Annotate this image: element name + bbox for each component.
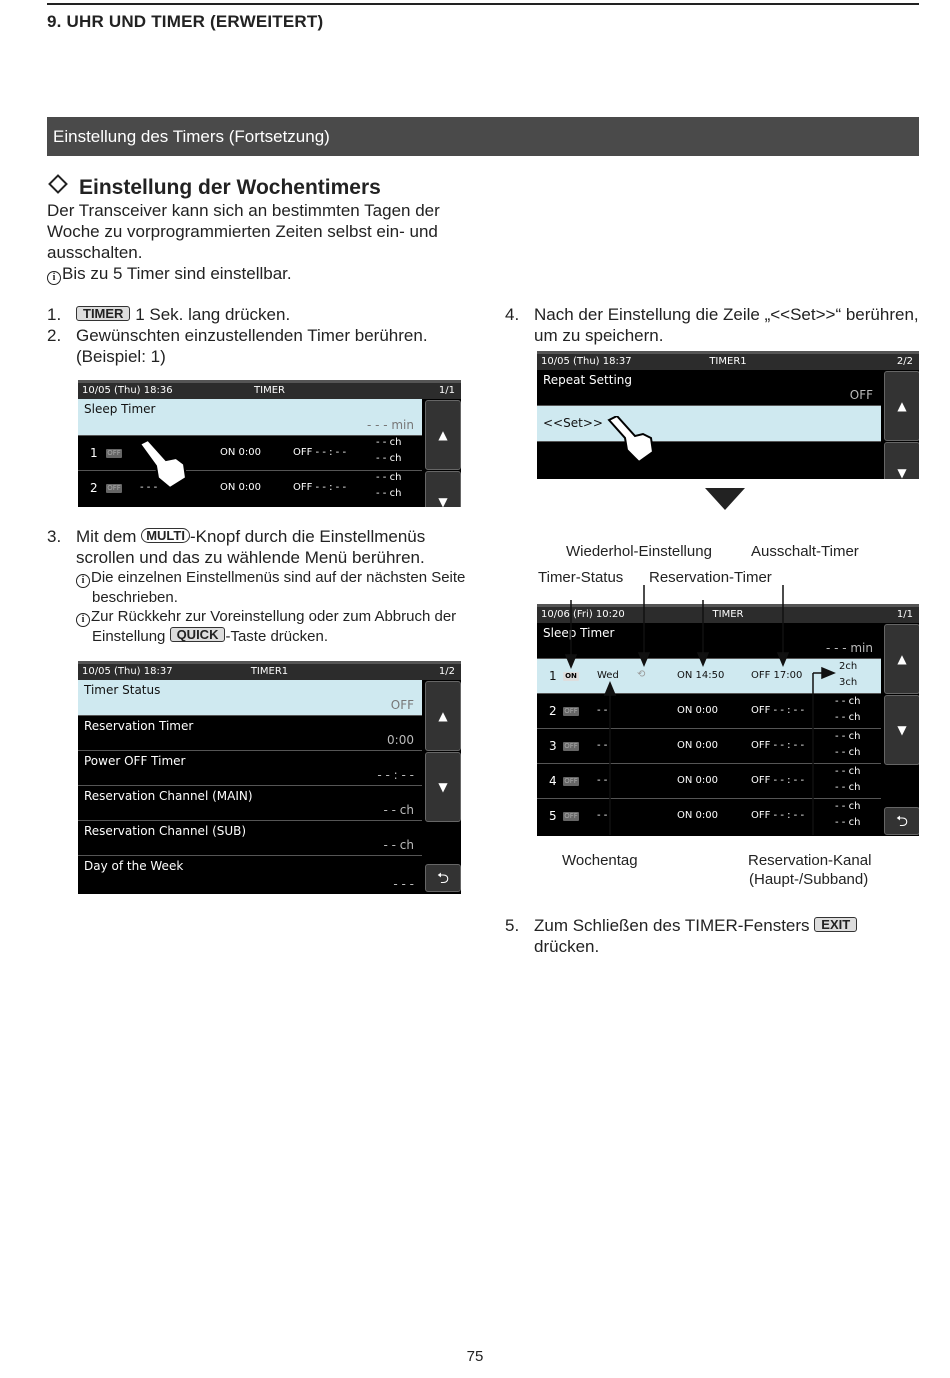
- row-value: OFF: [849, 388, 873, 402]
- on-time: ON 0:00: [677, 740, 718, 751]
- menu-item-channel-main[interactable]: [78, 786, 422, 821]
- weekday: Wed: [597, 670, 619, 681]
- repeat-icon: ⟲: [637, 669, 646, 680]
- info-icon: i: [76, 613, 90, 627]
- step-number: 3.: [47, 527, 62, 546]
- page-indicator: 2/2: [896, 356, 913, 367]
- off-time: OFF - - : - -: [751, 810, 805, 821]
- chapter-title: 9. UHR UND TIMER (ERWEITERT): [47, 12, 324, 31]
- repeat-setting-row[interactable]: [537, 370, 881, 406]
- info-line: [47, 263, 467, 285]
- on-time: ON 14:50: [677, 670, 725, 681]
- main-channel: - - ch: [835, 766, 861, 777]
- status-bar: [78, 383, 461, 399]
- scroll-up-button[interactable]: ▲: [425, 400, 461, 470]
- row-label: Sleep Timer: [543, 626, 615, 640]
- status-bar: [537, 354, 919, 370]
- status-badge: OFF: [564, 742, 578, 750]
- page-indicator: 1/2: [438, 666, 455, 677]
- timer-row-2[interactable]: [78, 471, 422, 507]
- step-3: [47, 526, 467, 568]
- next-arrow-icon: [705, 488, 745, 510]
- status-bar: [78, 664, 461, 680]
- info-icon: i: [47, 271, 61, 285]
- label-reservation-timer: Reservation-Timer: [649, 569, 772, 586]
- off-time: OFF - - : - -: [293, 482, 347, 493]
- sub-channel: - - ch: [835, 712, 861, 723]
- back-button[interactable]: [884, 807, 919, 835]
- step-1: [47, 304, 457, 325]
- menu-item-power-off-timer[interactable]: [78, 751, 422, 786]
- menu-item-day-of-week[interactable]: [78, 856, 422, 894]
- step-4: [505, 304, 925, 346]
- item-value: 0:00: [387, 733, 414, 747]
- row-number: 1: [90, 446, 98, 460]
- note-text: Die einzelnen Einstellmenüs sind auf der nächsten Seite beschrieben.: [91, 569, 466, 606]
- on-time: ON 0:00: [677, 810, 718, 821]
- screen-title: TIMER1: [250, 666, 289, 677]
- weekday: - - -: [140, 482, 158, 493]
- step-text: Gewünschten einzustellenden Timer berühren. (Beispiel: 1): [76, 326, 428, 366]
- row-number: 5: [549, 809, 557, 823]
- quick-key: QUICK: [170, 627, 226, 642]
- label-repeat-setting: Wiederhol-Einstellung: [566, 543, 712, 560]
- main-channel: - - ch: [835, 696, 861, 707]
- on-time: ON 0:00: [220, 482, 261, 493]
- off-time: OFF - - : - -: [751, 740, 805, 751]
- set-row[interactable]: [537, 406, 881, 442]
- scroll-down-button[interactable]: ▼: [884, 695, 919, 765]
- label-timer-status: Timer-Status: [538, 569, 624, 586]
- item-value: - - -: [393, 877, 414, 891]
- timer1-menu-screen: [78, 661, 461, 894]
- timer1-page2-screen: [537, 351, 919, 479]
- intro-paragraph: Der Transceiver kann sich an bestimmten Tagen der Woche zu vorprogrammierten Zeiten selbst ein- und ausschalten.: [47, 201, 440, 262]
- step-5: [505, 915, 925, 957]
- status-time: 10/05 (Thu) 18:36: [82, 385, 173, 396]
- item-label: Reservation Channel (SUB): [84, 824, 247, 838]
- page-indicator: 1/1: [438, 385, 455, 396]
- status-badge: ON: [563, 672, 579, 681]
- hand-pointer-icon: [136, 438, 192, 490]
- off-time: OFF - - : - -: [751, 775, 805, 786]
- timer-row-1[interactable]: [78, 436, 422, 471]
- label-weekday: Wochentag: [562, 852, 638, 869]
- exit-key: EXIT: [814, 917, 857, 932]
- row-value: - - - min: [366, 418, 414, 432]
- scroll-down-button[interactable]: ▼: [425, 471, 461, 507]
- row-number: 3: [549, 739, 557, 753]
- note-text-2: -Taste drücken.: [225, 628, 328, 645]
- scroll-down-button[interactable]: ▼: [425, 752, 461, 822]
- section-title: [47, 176, 381, 200]
- step-text-2: -Knopf durch die Einstellmenüs scrollen und das zu wählende Menü berühren.: [76, 527, 426, 567]
- section-title-text: Einstellung der Wochentimers: [79, 176, 381, 199]
- step-3-notes: [76, 568, 466, 646]
- section-banner: [47, 117, 919, 156]
- scroll-up-button[interactable]: ▲: [884, 624, 919, 694]
- item-value: OFF: [390, 698, 414, 712]
- label-reservation-channel-sub: (Haupt-/Subband): [749, 871, 869, 888]
- on-time: ON 0:00: [677, 705, 718, 716]
- row-number: 1: [549, 669, 557, 683]
- step-text: Zum Schließen des TIMER-Fensters: [534, 916, 810, 935]
- header-rule: [47, 3, 919, 5]
- screen-title: TIMER1: [709, 356, 747, 367]
- sub-channel: 3ch: [839, 677, 858, 688]
- sub-channel: - - ch: [835, 747, 861, 758]
- page-number: 75: [466, 1348, 484, 1365]
- item-label: Reservation Channel (MAIN): [84, 789, 253, 803]
- off-time: OFF 17:00: [751, 670, 803, 681]
- weekday: - -: [597, 775, 608, 786]
- status-time: 10/06 (Fri) 10:20: [541, 609, 625, 620]
- label-poweroff-timer: Ausschalt-Timer: [751, 543, 859, 560]
- item-label: Day of the Week: [84, 859, 184, 873]
- row-value: - - - min: [825, 641, 873, 655]
- intro-text: [47, 200, 467, 285]
- item-value: - - : - -: [377, 768, 414, 782]
- weekday: - -: [597, 810, 608, 821]
- step-number: 4.: [505, 305, 520, 324]
- row-number: 4: [549, 774, 557, 788]
- status-badge: OFF: [107, 484, 121, 492]
- banner-text: Einstellung des Timers (Fortsetzung): [53, 127, 330, 146]
- step-number: 5.: [505, 916, 520, 935]
- step-2: [47, 325, 457, 367]
- page-indicator: 1/1: [896, 609, 913, 620]
- scroll-up-button[interactable]: ▲: [884, 371, 919, 441]
- back-arrow-icon: ⮌: [436, 869, 449, 887]
- note-text: Zur Rückkehr zur Voreinstellung oder zum Abbruch der Einstellung: [91, 608, 457, 645]
- status-time: 10/05 (Thu) 18:37: [541, 356, 632, 367]
- scroll-down-button[interactable]: ▼: [884, 442, 919, 479]
- row-label: Sleep Timer: [84, 402, 156, 416]
- item-value: - - ch: [383, 803, 414, 817]
- screen-title: TIMER: [254, 385, 285, 396]
- step-text: Mit dem: [76, 527, 137, 546]
- status-time: 10/05 (Thu) 18:37: [82, 666, 173, 677]
- screen-title: TIMER: [712, 609, 744, 620]
- menu-item-timer-status[interactable]: [78, 680, 422, 716]
- row-number: 2: [90, 481, 98, 495]
- step-text: Nach der Einstellung die Zeile „<<Set>>“ berühren, um zu speichern.: [534, 305, 919, 345]
- sub-channel: - - ch: [835, 782, 861, 793]
- on-time: ON 0:00: [677, 775, 718, 786]
- status-badge: OFF: [564, 777, 578, 785]
- main-channel: - - ch: [835, 801, 861, 812]
- status-badge: OFF: [107, 449, 121, 457]
- sub-channel: - - ch: [376, 453, 402, 464]
- back-button[interactable]: [425, 864, 461, 892]
- item-label: Reservation Timer: [84, 719, 194, 733]
- main-channel: - - ch: [376, 472, 402, 483]
- scroll-up-button[interactable]: ▲: [425, 681, 461, 751]
- diamond-icon: [48, 174, 68, 194]
- status-badge: OFF: [564, 812, 578, 820]
- step-text-2: drücken.: [534, 937, 600, 956]
- set-label: <<Set>>: [543, 416, 603, 430]
- item-value: - - ch: [383, 838, 414, 852]
- item-label: Timer Status: [84, 683, 161, 697]
- note-1: [76, 568, 466, 607]
- note-2: [76, 607, 466, 646]
- back-arrow-icon: ⮌: [895, 812, 908, 830]
- weekday: - -: [597, 740, 608, 751]
- item-label: Power OFF Timer: [84, 754, 186, 768]
- menu-item-channel-sub[interactable]: [78, 821, 422, 856]
- sub-channel: - - ch: [835, 817, 861, 828]
- row-label: Repeat Setting: [543, 373, 633, 387]
- callout-lines: [530, 585, 870, 855]
- weekday: - -: [597, 705, 608, 716]
- on-time: ON 0:00: [220, 447, 261, 458]
- sleep-timer-row[interactable]: [78, 399, 422, 436]
- off-time: OFF - - : - -: [293, 447, 347, 458]
- menu-item-reservation-timer[interactable]: [78, 716, 422, 751]
- info-icon: i: [76, 574, 90, 588]
- row-number: 2: [549, 704, 557, 718]
- step-text: 1 Sek. lang drücken.: [135, 305, 291, 324]
- status-badge: OFF: [564, 707, 578, 715]
- step-number: 2.: [47, 326, 62, 345]
- main-channel: - - ch: [835, 731, 861, 742]
- timer-key: TIMER: [76, 306, 130, 321]
- multi-knob: MULTI: [141, 528, 190, 543]
- sub-channel: - - ch: [376, 488, 402, 499]
- off-time: OFF - - : - -: [751, 705, 805, 716]
- hand-pointer-icon: [607, 416, 657, 466]
- label-reservation-channel: Reservation-Kanal: [748, 852, 872, 869]
- timer-screen-1: [78, 380, 461, 507]
- main-channel: - - ch: [376, 437, 402, 448]
- info-text: Bis zu 5 Timer sind einstellbar.: [62, 264, 292, 283]
- main-channel: 2ch: [839, 661, 858, 672]
- step-number: 1.: [47, 305, 62, 324]
